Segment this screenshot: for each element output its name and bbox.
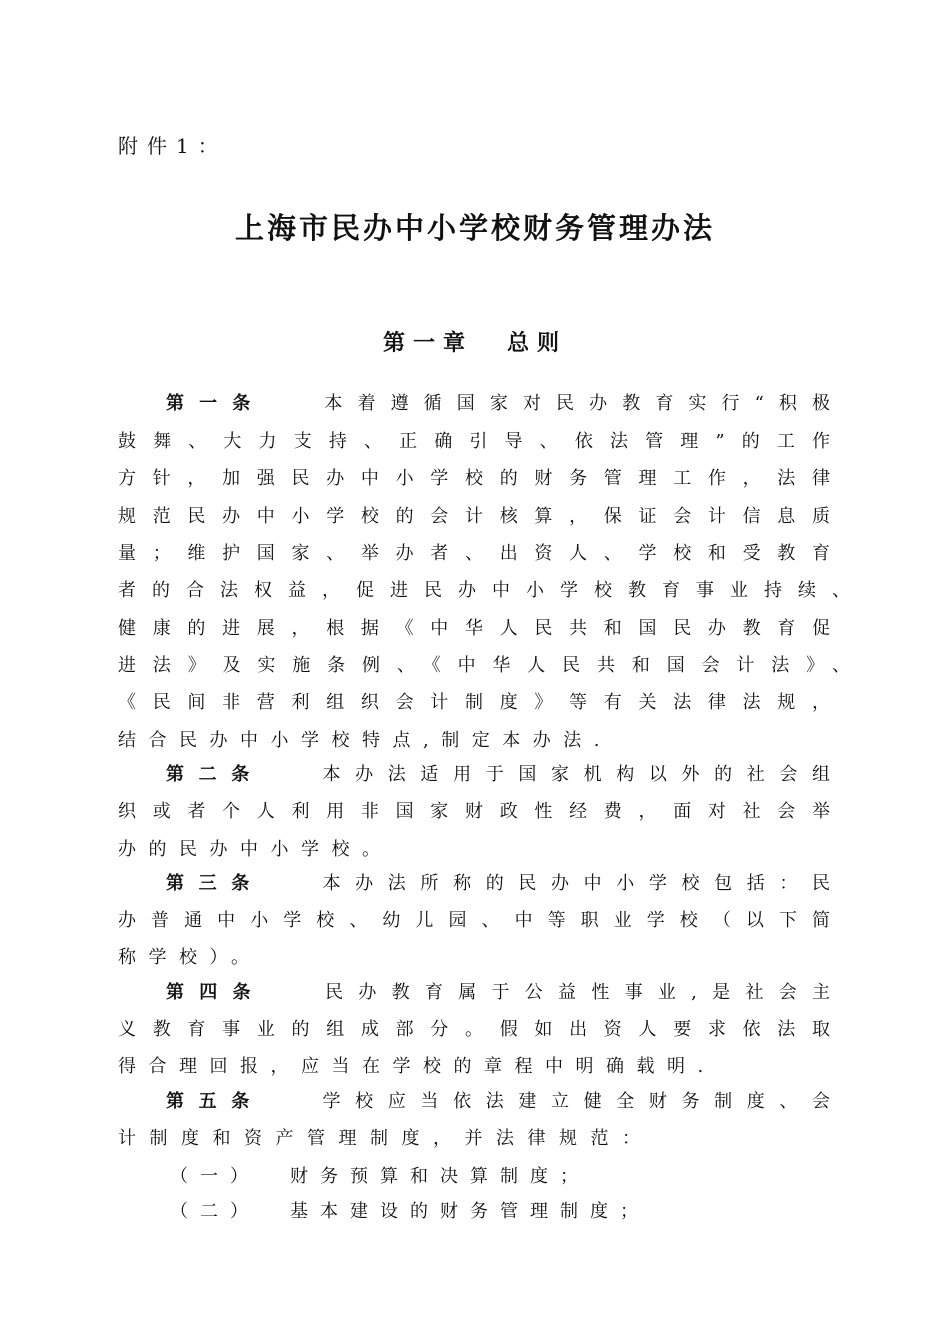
article-1-line-3: 方针，加强民办中小学校的财务管理工作，法律	[118, 468, 830, 489]
article-3-line-1: 第三条 本办法所称的民办中小学校包括：民	[166, 873, 831, 894]
article-1-line-8: 进法》及实施条例、《中华人民共和国会计法》、	[118, 655, 850, 676]
article-label: 第四条	[166, 982, 266, 1003]
subitem-number: （二）	[170, 1201, 260, 1222]
article-1-line-9: 《民间非营利组织会计制度》等有关法律法规，	[118, 692, 830, 713]
subitem-2	[170, 1197, 650, 1223]
article-1-line-5: 量；维护国家、举办者、出资人、学校和受教育	[118, 543, 830, 564]
document-title: 上海市民办中小学校财务管理办法	[234, 211, 715, 245]
article-4-line-3: 得合理回报，应当在学校的章程中明确载明.	[118, 1056, 716, 1077]
chapter-number: 第一章	[382, 331, 473, 356]
article-5-line-2: 计制度和资产管理制度，并法律规范：	[118, 1128, 654, 1149]
article-1-line-6: 者的合法权益，促进民办中小学校教育事业持续、	[118, 580, 850, 601]
subitem-number: （一）	[170, 1166, 260, 1187]
article-label: 第二条	[166, 764, 264, 785]
article-1-line-10: 结合民办中小学校特点,制定本办法.	[118, 730, 612, 751]
article-2-line-1: 第二条 本办法适用于国家机构以外的社会组	[166, 764, 831, 785]
article-label: 第五条	[166, 1091, 264, 1112]
article-1-line-7: 健康的进展，根据《中华人民共和国民办教育促	[118, 618, 830, 639]
chapter-heading	[0, 326, 950, 357]
article-4-line-1: 第四条 民办教育属于公益性事业,是社会主	[166, 982, 830, 1003]
article-3-line-2: 办普通中小学校、幼儿园、中等职业学校（以下简	[118, 910, 830, 931]
article-1-line-2: 鼓舞、大力支持、正确引导、依法管理”的工作	[118, 431, 830, 452]
subitem-1	[170, 1162, 590, 1188]
article-2-line-3: 办的民办中小学校。	[118, 839, 393, 860]
article-5-line-1: 第五条 学校应当依法建立健全财务制度、会	[166, 1091, 831, 1112]
article-label: 第一条	[166, 393, 266, 414]
subitem-text: 基本建设的财务管理制度；	[290, 1201, 650, 1222]
article-label: 第三条	[166, 873, 264, 894]
article-4-line-2: 义教育事业的组成部分。假如出资人要求依法取	[118, 1019, 830, 1040]
chapter-name: 总则	[507, 331, 568, 356]
article-1-line-1: 第一条 本着遵循国家对民办教育实行“积极	[166, 393, 831, 414]
article-3-line-3: 称学校）。	[118, 947, 262, 968]
article-1-line-4: 规范民办中小学校的会计核算，保证会计信息质	[118, 506, 830, 527]
article-2-line-2: 织或者个人利用非国家财政性经费，面对社会举	[118, 801, 830, 822]
attachment-label: 附件1：	[118, 134, 227, 158]
subitem-text: 财务预算和决算制度；	[290, 1166, 590, 1187]
